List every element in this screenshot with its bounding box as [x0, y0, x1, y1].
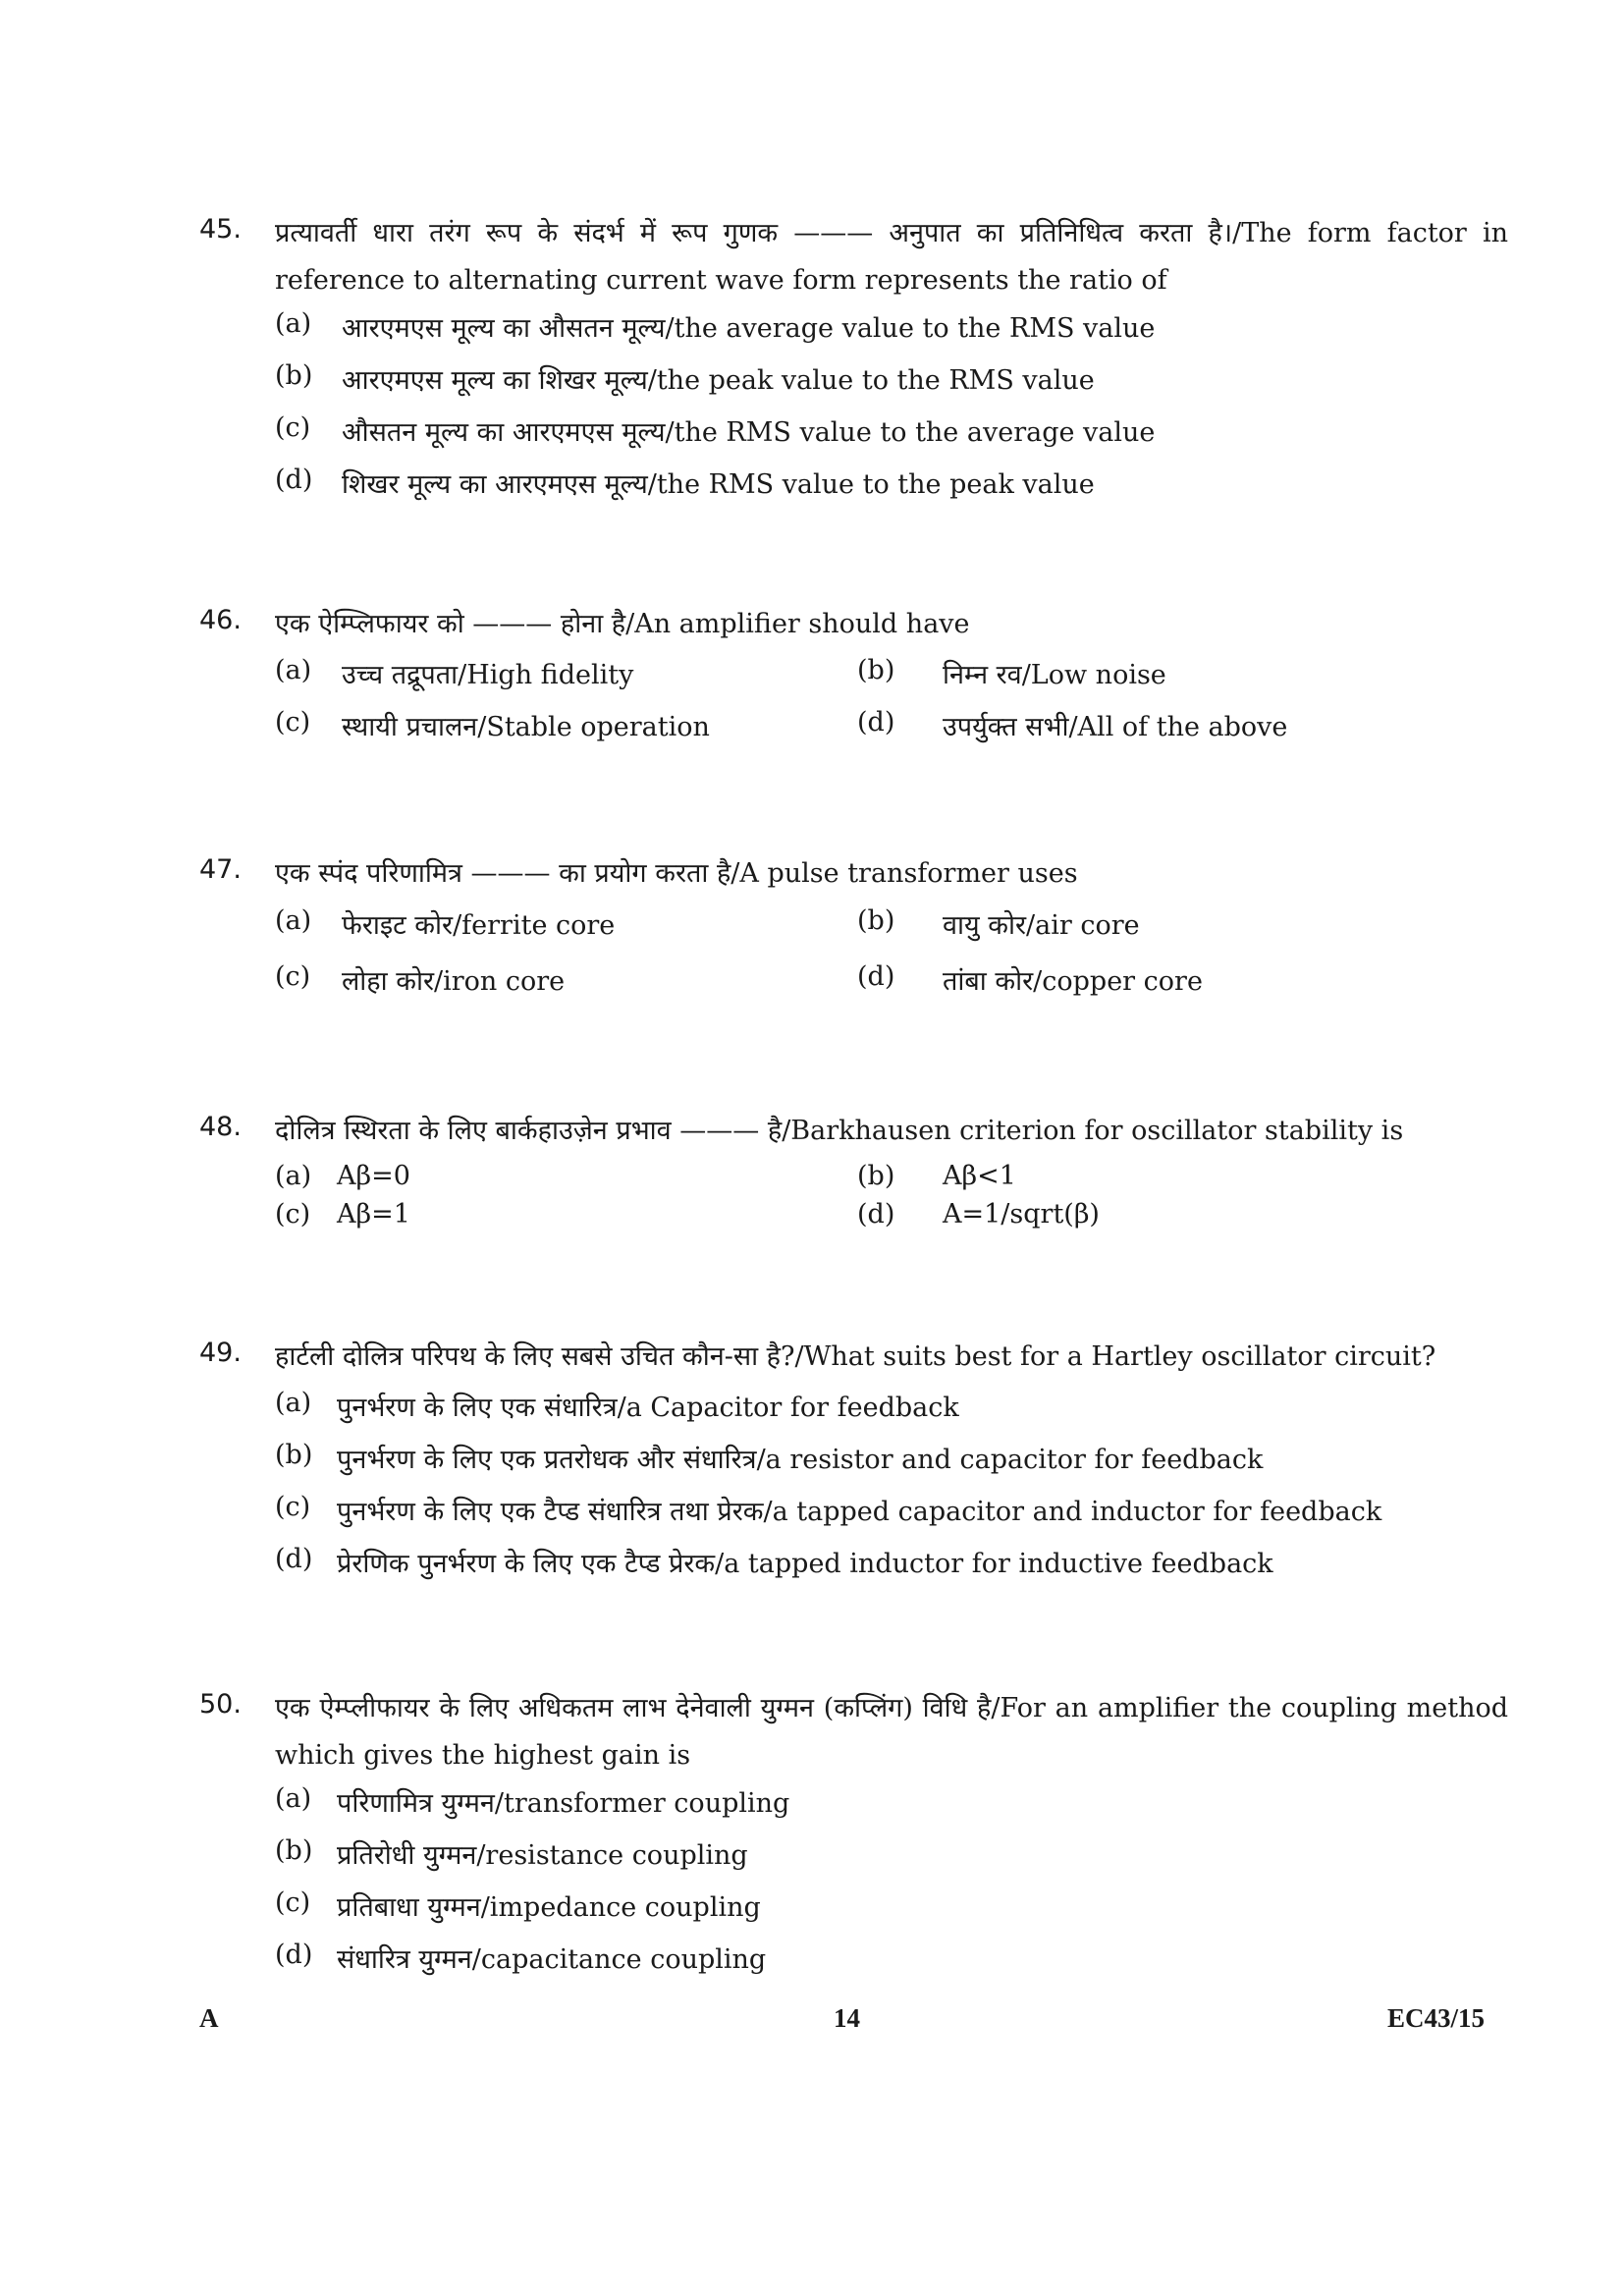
option-text: तांबा कोर/copper core: [943, 966, 1203, 997]
option-label: (b): [857, 1161, 895, 1191]
option-text: प्रेरणिक पुनर्भरण के लिए एक टैप्ड प्रेरक/a tapped inductor for inductive feedback: [337, 1549, 1273, 1579]
option-text: निम्न रव/Low noise: [943, 660, 1166, 690]
option-label: (a): [275, 655, 312, 685]
question-number: 46.: [199, 605, 242, 635]
question-number: 45.: [199, 214, 242, 245]
question-number: 47.: [199, 854, 242, 885]
option-label: (d): [275, 1544, 313, 1574]
option-label: (b): [857, 655, 895, 685]
page-number: 14: [834, 2003, 860, 2033]
question-stem: एक स्पंद परिणामित्र ——— का प्रयोग करता है/A pulse transformer uses: [275, 858, 1078, 889]
option-text: उपर्युक्त सभी/All of the above: [943, 712, 1288, 742]
option-text: औसतन मूल्य का आरएमएस मूल्य/the RMS value to the average value: [342, 417, 1156, 448]
option-text: संधारित्र युग्मन/capacitance coupling: [337, 1944, 767, 1975]
option-label: (b): [275, 1440, 313, 1470]
option-text: पुनर्भरण के लिए एक टैप्ड संधारित्र तथा प्रेरक/a tapped capacitor and inductor for feedback: [337, 1497, 1382, 1527]
option-text: फेराइट कोर/ferrite core: [342, 910, 616, 941]
option-text: Aβ=1: [337, 1199, 410, 1230]
option-label: (c): [275, 707, 311, 738]
option-text: वायु कोर/air core: [943, 910, 1140, 941]
option-label: (c): [275, 1199, 311, 1230]
question-stem: प्रत्यावर्ती धारा तरंग रूप के संदर्भ में रूप गुणक ——— अनुपात का प्रतिनिधित्व करता है।/The form factor in reference to alternating current wave form represents the ratio of: [275, 218, 1508, 296]
option-label: (a): [275, 1161, 312, 1191]
option-label: (b): [275, 1835, 313, 1866]
option-text: परिणामित्र युग्मन/transformer coupling: [337, 1788, 790, 1819]
paper-code: EC43/15: [1387, 2003, 1486, 2033]
option-text: पुनर्भरण के लिए एक संधारित्र/a Capacitor for feedback: [337, 1393, 959, 1423]
option-text: Aβ=0: [337, 1161, 410, 1191]
option-label: (a): [275, 308, 312, 339]
option-text: Aβ<1: [943, 1161, 1016, 1191]
question-number: 48.: [199, 1112, 242, 1142]
option-label: (d): [275, 465, 313, 495]
option-label: (c): [275, 412, 311, 443]
option-text: पुनर्भरण के लिए एक प्रतरोधक और संधारित्र/a resistor and capacitor for feedback: [337, 1445, 1264, 1475]
option-label: (a): [275, 1388, 312, 1418]
option-label: (c): [275, 1492, 311, 1522]
option-text: लोहा कोर/iron core: [342, 966, 566, 997]
question-number: 49.: [199, 1338, 242, 1368]
option-label: (c): [275, 961, 311, 992]
question-stem: दोलित्र स्थिरता के लिए बार्कहाउज़ेन प्रभाव ——— है/Barkhausen criterion for oscillator stability is: [275, 1116, 1404, 1146]
option-label: (d): [857, 1199, 895, 1230]
question-number: 50.: [199, 1689, 242, 1720]
option-label: (a): [275, 905, 312, 936]
option-label: (b): [857, 905, 895, 936]
option-label: (c): [275, 1887, 311, 1918]
option-label: (d): [857, 961, 895, 992]
option-text: प्रतिबाधा युग्मन/impedance coupling: [337, 1892, 761, 1923]
series-letter: A: [199, 2003, 219, 2033]
option-label: (d): [275, 1940, 313, 1970]
option-label: (a): [275, 1783, 312, 1814]
option-label: (b): [275, 360, 313, 391]
option-text: शिखर मूल्य का आरएमएस मूल्य/the RMS value to the peak value: [342, 469, 1095, 500]
option-text: प्रतिरोधी युग्मन/resistance coupling: [337, 1840, 748, 1871]
option-text: A=1/sqrt(β): [943, 1199, 1100, 1230]
question-stem: एक ऐम्प्लिफायर को ——— होना है/An amplifier should have: [275, 609, 970, 639]
option-label: (d): [857, 707, 895, 738]
question-stem: एक ऐम्प्लीफायर के लिए अधिकतम लाभ देनेवाली युग्मन (कप्लिंग) विधि है/For an amplifier the coupling method which gives the highest gain is: [275, 1693, 1508, 1771]
question-stem: हार्टली दोलित्र परिपथ के लिए सबसे उचित कौन-सा है?/What suits best for a Hartley oscillator circuit?: [275, 1341, 1436, 1372]
option-text: आरएमएस मूल्य का औसतन मूल्य/the average value to the RMS value: [342, 313, 1156, 344]
option-text: स्थायी प्रचालन/Stable operation: [342, 712, 710, 742]
option-text: आरएमएस मूल्य का शिखर मूल्य/the peak value to the RMS value: [342, 365, 1095, 396]
option-text: उच्च तद्रूपता/High fidelity: [342, 660, 634, 690]
